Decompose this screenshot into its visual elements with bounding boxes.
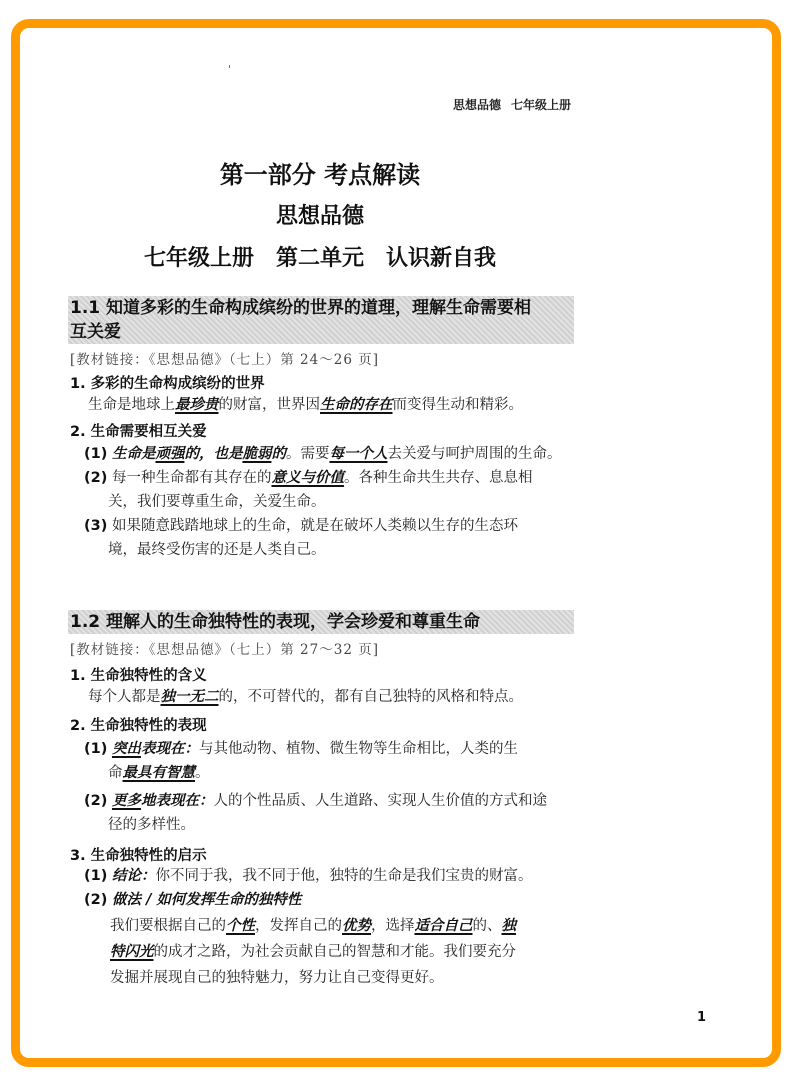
text: ，选择 bbox=[371, 918, 415, 934]
item-number: (2) bbox=[84, 793, 108, 809]
key-term: 适合自己 bbox=[414, 917, 473, 934]
paragraph-line bbox=[110, 940, 516, 964]
paragraph bbox=[88, 393, 523, 417]
subject-title: 思想品德 bbox=[275, 204, 364, 229]
text: 的 bbox=[271, 445, 286, 462]
key-term: 独 bbox=[501, 917, 516, 934]
key-term: 突出 bbox=[111, 740, 141, 757]
text: 的成才之路，为社会贡献自己的智慧和才能。我们要充分 bbox=[153, 944, 516, 960]
text: 去关爱与呵护周围的生命。 bbox=[387, 446, 562, 462]
key-term: 最珍贵 bbox=[175, 396, 219, 413]
list-item bbox=[84, 442, 561, 466]
subheading: 2. 生命独特性的表现 bbox=[70, 718, 207, 734]
text: 做法 / 如何发挥生命的独特性 bbox=[111, 891, 302, 908]
textbook-link: [教材链接：《思想品德》（七上）第 24～26 页] bbox=[70, 352, 379, 368]
textbook-link: [教材链接：《思想品德》（七上）第 27～32 页] bbox=[70, 642, 379, 658]
page-number: 1 bbox=[697, 1010, 707, 1025]
text: 的、 bbox=[472, 918, 502, 934]
section-heading-line: 互关爱 bbox=[70, 322, 121, 342]
text: 。 bbox=[195, 765, 210, 781]
text: 表现在： bbox=[140, 740, 199, 757]
text: 每个人都是 bbox=[88, 689, 161, 705]
text: 每一种生命都有其存在的 bbox=[111, 470, 272, 486]
text: 的财富，世界因 bbox=[218, 397, 320, 413]
list-item-continuation: 关，我们要尊重生命，关爱生命。 bbox=[108, 494, 326, 510]
list-item bbox=[84, 789, 547, 813]
text: 地表现在： bbox=[140, 792, 214, 809]
text: ，发挥自己的 bbox=[255, 918, 342, 934]
item-number: (1) bbox=[84, 868, 108, 884]
paragraph-line: 发掘并展现自己的独特魅力，努力让自己变得更好。 bbox=[110, 970, 444, 986]
paragraph bbox=[110, 914, 516, 938]
list-item bbox=[84, 888, 301, 912]
text: 人的个性品质、人生道路、实现人生价值的方式和途 bbox=[213, 793, 547, 809]
key-term: 生命的存在 bbox=[320, 396, 393, 413]
unit-name: 第二单元 bbox=[275, 246, 364, 271]
list-item-continuation: 境，最终受伤害的还是人类自己。 bbox=[108, 542, 326, 558]
subheading: 3. 生命独特性的启示 bbox=[70, 848, 207, 864]
subheading: 2. 生命需要相互关爱 bbox=[70, 424, 207, 440]
section-heading-1-1 bbox=[68, 296, 574, 344]
list-item bbox=[84, 514, 518, 538]
key-term: 独一无二 bbox=[160, 688, 219, 705]
subheading: 1. 生命独特性的含义 bbox=[70, 668, 207, 684]
text: 。各种生命共生共存、息息相 bbox=[343, 470, 533, 486]
subheading: 1. 多彩的生命构成缤纷的世界 bbox=[70, 376, 265, 392]
text: 。需要 bbox=[285, 446, 330, 462]
scan-speck bbox=[229, 65, 230, 68]
text: 的，也是 bbox=[184, 445, 243, 462]
key-term: 优势 bbox=[342, 917, 371, 934]
text: 生命是地球上 bbox=[88, 397, 175, 413]
unit-grade: 七年级上册 bbox=[143, 246, 254, 271]
key-term: 顽强 bbox=[155, 445, 185, 462]
list-item bbox=[84, 466, 532, 490]
text: 而变得生动和精彩。 bbox=[392, 397, 523, 413]
paragraph bbox=[88, 685, 523, 709]
item-number: (1) bbox=[84, 741, 108, 757]
part-title: 第一部分 考点解读 bbox=[219, 160, 421, 189]
list-item bbox=[84, 864, 532, 888]
text: 与其他动物、植物、微生物等生命相比，人类的生 bbox=[198, 741, 518, 757]
running-head bbox=[453, 96, 571, 113]
item-number: (3) bbox=[84, 518, 108, 534]
list-item bbox=[84, 737, 518, 761]
list-item-continuation bbox=[108, 761, 210, 785]
key-term: 最具有智慧 bbox=[122, 764, 195, 781]
running-head-grade: 七年级上册 bbox=[511, 98, 572, 112]
key-term: 更多 bbox=[111, 792, 141, 809]
key-term: 意义与价值 bbox=[271, 469, 344, 486]
key-term: 特闪光 bbox=[110, 943, 154, 960]
item-number: (2) bbox=[84, 892, 108, 908]
text: 命 bbox=[108, 765, 123, 781]
unit-topic: 认识新自我 bbox=[386, 246, 497, 271]
text: 如果随意践踏地球上的生命，就是在破坏人类赖以生存的生态环 bbox=[111, 518, 518, 534]
running-head-subject: 思想品德 bbox=[453, 98, 502, 112]
text: 的，不可替代的，都有自己独特的风格和特点。 bbox=[218, 689, 523, 705]
text: 你不同于我，我不同于他，独特的生命是我们宝贵的财富。 bbox=[155, 868, 533, 884]
key-term: 个性 bbox=[226, 917, 255, 934]
item-number: (1) bbox=[84, 446, 108, 462]
section-heading-1-2: 1.2 理解人的生命独特性的表现，学会珍爱和尊重生命 bbox=[68, 610, 574, 634]
text: 结论： bbox=[111, 867, 156, 884]
text: 生命是 bbox=[111, 445, 156, 462]
text: 我们要根据自己的 bbox=[110, 918, 226, 934]
key-term: 每一个人 bbox=[329, 445, 388, 462]
item-number: (2) bbox=[84, 470, 108, 486]
unit-title bbox=[0, 241, 640, 272]
key-term: 脆弱 bbox=[242, 445, 272, 462]
section-heading-line: 1.1 知道多彩的生命构成缤纷的世界的道理，理解生命需要相 bbox=[70, 298, 532, 318]
list-item-continuation: 径的多样性。 bbox=[108, 817, 195, 833]
